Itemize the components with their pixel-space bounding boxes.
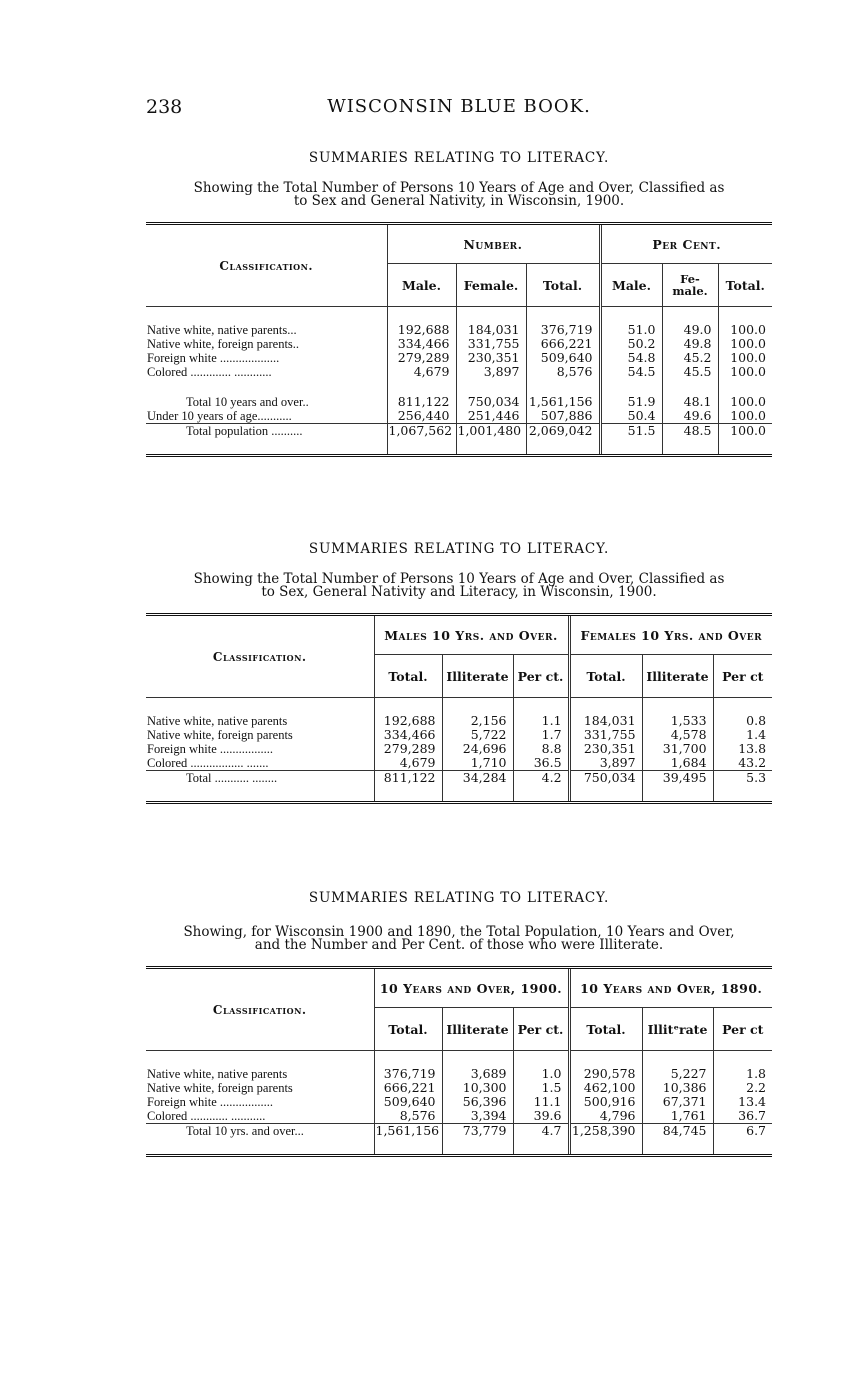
cell-value: 36.5 (513, 756, 569, 771)
cell-value: 10,300 (442, 1081, 513, 1095)
cell-value: 43.2 (713, 756, 772, 771)
cell-value: 2,156 (442, 714, 513, 728)
running-title: WISCONSIN BLUE BOOK. (327, 96, 591, 117)
cell-value: 8,576 (526, 365, 600, 379)
cell-value: 811,122 (374, 771, 442, 786)
row-label: Colored ............ ........... (147, 1109, 266, 1123)
cell-value: 509,640 (526, 351, 600, 365)
table-row (146, 714, 772, 728)
table-row (146, 323, 772, 337)
cell-value: 230,351 (456, 351, 526, 365)
cell-value: 1.0 (513, 1067, 569, 1081)
cell-value: 67,371 (642, 1095, 713, 1109)
header-males-percent: Per ct. (513, 655, 569, 698)
row-label: Foreign white ................... (147, 351, 280, 365)
sex-nativity-table (146, 222, 772, 457)
cell-value: 48.1 (662, 395, 718, 409)
cell-value: 1.4 (713, 728, 772, 742)
cell-value: 1,533 (642, 714, 713, 728)
cell-value: 10,386 (642, 1081, 713, 1095)
description-line-2: to Sex, General Nativity and Literacy, in Wisconsin, 1900. (261, 584, 657, 600)
cell-value: 100.0 (718, 424, 772, 439)
cell-value: 1,710 (442, 756, 513, 771)
cell-value: 331,755 (456, 337, 526, 351)
cell-value: 1.5 (513, 1081, 569, 1095)
header-females-illiterate: Illiterate (642, 655, 713, 698)
cell-value: 51.0 (600, 323, 662, 337)
header-1890-group: 10 Years and Over, 1890. (569, 969, 772, 1008)
row-label: Total ........... ........ (146, 771, 374, 786)
header-classification: Classification. (146, 616, 374, 698)
cell-value: 1,561,156 (526, 395, 600, 409)
cell-value: 51.9 (600, 395, 662, 409)
table-row (146, 1081, 772, 1095)
cell-value: 1,561,156 (374, 1124, 442, 1139)
row-label: Native white, foreign parents (147, 1081, 293, 1095)
cell-value: 4,796 (569, 1109, 642, 1124)
header-1890-percent: Per ct (713, 1008, 772, 1051)
literacy-summary-1 (146, 150, 772, 457)
cell-value: 4.7 (513, 1124, 569, 1139)
cell-value: 5,722 (442, 728, 513, 742)
section-title: SUMMARIES RELATING TO LITERACY. (308, 541, 610, 557)
description-line-1: Showing the Total Number of Persons 10 Years of Age and Over, Classified as (193, 180, 725, 196)
cell-value: 100.0 (718, 395, 772, 409)
cell-value: 184,031 (456, 323, 526, 337)
row-label: Colored ................. ....... (147, 756, 269, 770)
cell-value: 462,100 (569, 1081, 642, 1095)
cell-value: 2,069,042 (526, 424, 600, 439)
section-description (146, 926, 772, 952)
cell-value: 1.7 (513, 728, 569, 742)
header-classification: Classification. (146, 225, 387, 307)
table-row (146, 1095, 772, 1109)
cell-value: 100.0 (718, 351, 772, 365)
table-row (146, 742, 772, 756)
cell-value: 11.1 (513, 1095, 569, 1109)
cell-value: 1.8 (713, 1067, 772, 1081)
cell-value: 36.7 (713, 1109, 772, 1124)
cell-value: 666,221 (374, 1081, 442, 1095)
header-male: Male. (387, 264, 456, 307)
cell-value: 750,034 (456, 395, 526, 409)
cell-value: 1,684 (642, 756, 713, 771)
cell-value: 51.5 (600, 424, 662, 439)
cell-value: 3,897 (569, 756, 642, 771)
row-label: Native white, native parents (147, 1067, 288, 1081)
cell-value: 666,221 (526, 337, 600, 351)
cell-value: 334,466 (374, 728, 442, 742)
cell-value: 73,779 (442, 1124, 513, 1139)
section-title: SUMMARIES RELATING TO LITERACY. (308, 890, 610, 906)
cell-value: 331,755 (569, 728, 642, 742)
table-row (146, 365, 772, 379)
table-row (146, 1067, 772, 1081)
header-total: Total. (526, 264, 600, 307)
cell-value: 750,034 (569, 771, 642, 786)
row-label: Total 10 yrs. and over... (146, 1124, 374, 1139)
table-row (146, 409, 772, 424)
cell-value: 1,258,390 (569, 1124, 642, 1139)
cell-value: 48.5 (662, 424, 718, 439)
cell-value: 811,122 (387, 395, 456, 409)
cell-value: 507,886 (526, 409, 600, 424)
cell-value: 334,466 (387, 337, 456, 351)
cell-value: 5.3 (713, 771, 772, 786)
table-row (146, 771, 772, 786)
header-1890-illiterate: Illitᵉrate (642, 1008, 713, 1051)
table-row (146, 756, 772, 771)
cell-value: 3,689 (442, 1067, 513, 1081)
cell-value: 49.6 (662, 409, 718, 424)
cell-value: 230,351 (569, 742, 642, 756)
cell-value: 50.4 (600, 409, 662, 424)
table-row (146, 395, 772, 409)
header-number-group: Number. (387, 225, 600, 264)
cell-value: 39.6 (513, 1109, 569, 1124)
literacy-1900-1890-table (146, 966, 772, 1157)
description-line-1: Showing, for Wisconsin 1900 and 1890, the Total Population, 10 Years and Over, (183, 924, 735, 940)
cell-value: 5,227 (642, 1067, 713, 1081)
cell-value: 376,719 (374, 1067, 442, 1081)
header-percent-total: Total. (718, 264, 772, 307)
header-classification: Classification. (146, 969, 374, 1051)
cell-value: 500,916 (569, 1095, 642, 1109)
cell-value: 376,719 (526, 323, 600, 337)
table-row (146, 728, 772, 742)
description-line-2: to Sex and General Nativity, in Wisconsin, 1900. (293, 193, 625, 209)
cell-value: 56,396 (442, 1095, 513, 1109)
section-description (146, 182, 772, 208)
cell-value: 4.2 (513, 771, 569, 786)
table-row (146, 424, 772, 439)
header-males-illiterate: Illiterate (442, 655, 513, 698)
cell-value: 2.2 (713, 1081, 772, 1095)
cell-value: 54.5 (600, 365, 662, 379)
row-label: Colored ............. ............ (147, 365, 272, 379)
cell-value: 84,745 (642, 1124, 713, 1139)
cell-value: 509,640 (374, 1095, 442, 1109)
cell-value: 1,067,562 (387, 424, 456, 439)
cell-value: 100.0 (718, 323, 772, 337)
table-row (146, 1109, 772, 1124)
cell-value: 34,284 (442, 771, 513, 786)
cell-value: 1,001,480 (456, 424, 526, 439)
cell-value: 39,495 (642, 771, 713, 786)
cell-value: 100.0 (718, 337, 772, 351)
row-label: Total 10 years and over.. (186, 395, 309, 409)
cell-value: 8,576 (374, 1109, 442, 1124)
cell-value: 184,031 (569, 714, 642, 728)
cell-value: 3,897 (456, 365, 526, 379)
cell-value: 251,446 (456, 409, 526, 424)
cell-value: 4,578 (642, 728, 713, 742)
cell-value: 45.5 (662, 365, 718, 379)
header-female: Female. (456, 264, 526, 307)
row-label: Foreign white ................. (147, 1095, 274, 1109)
row-label: Native white, foreign parents.. (147, 337, 300, 351)
table-row (146, 337, 772, 351)
header-males-group: Males 10 Yrs. and Over. (374, 616, 569, 655)
page-header (146, 96, 772, 122)
section-title: SUMMARIES RELATING TO LITERACY. (308, 150, 610, 166)
cell-value: 1.1 (513, 714, 569, 728)
header-1900-illiterate: Illiterate (442, 1008, 513, 1051)
cell-value: 50.2 (600, 337, 662, 351)
header-percent-male: Male. (600, 264, 662, 307)
table-row (146, 1124, 772, 1139)
cell-value: 279,289 (374, 742, 442, 756)
row-label: Native white, foreign parents (147, 728, 293, 742)
cell-value: 54.8 (600, 351, 662, 365)
header-males-total: Total. (374, 655, 442, 698)
cell-value: 192,688 (374, 714, 442, 728)
literacy-summary-3 (146, 890, 772, 1157)
header-females-total: Total. (569, 655, 642, 698)
cell-value: 4,679 (387, 365, 456, 379)
header-percent-female: Fe-male. (662, 264, 718, 307)
header-1890-total: Total. (569, 1008, 642, 1051)
cell-value: 290,578 (569, 1067, 642, 1081)
cell-value: 1,761 (642, 1109, 713, 1124)
description-line-1: Showing the Total Number of Persons 10 Years of Age and Over, Classified as (193, 571, 725, 587)
cell-value: 100.0 (718, 409, 772, 424)
row-label: Native white, native parents... (147, 323, 297, 337)
cell-value: 4,679 (374, 756, 442, 771)
page-number: 238 (146, 96, 183, 118)
cell-value: 31,700 (642, 742, 713, 756)
cell-value: 49.0 (662, 323, 718, 337)
literacy-by-sex-table (146, 613, 772, 804)
cell-value: 279,289 (387, 351, 456, 365)
cell-value: 6.7 (713, 1124, 772, 1139)
cell-value: 13.8 (713, 742, 772, 756)
header-females-percent: Per ct (713, 655, 772, 698)
cell-value: 13.4 (713, 1095, 772, 1109)
header-1900-percent: Per ct. (513, 1008, 569, 1051)
literacy-summary-2 (146, 541, 772, 804)
header-1900-total: Total. (374, 1008, 442, 1051)
cell-value: 256,440 (387, 409, 456, 424)
row-label: Under 10 years of age........... (147, 409, 292, 423)
cell-value: 100.0 (718, 365, 772, 379)
row-label: Foreign white ................. (147, 742, 274, 756)
cell-value: 24,696 (442, 742, 513, 756)
cell-value: 3,394 (442, 1109, 513, 1124)
table-row (146, 351, 772, 365)
description-line-2: and the Number and Per Cent. of those who were Illiterate. (254, 937, 664, 953)
header-1900-group: 10 Years and Over, 1900. (374, 969, 569, 1008)
cell-value: 45.2 (662, 351, 718, 365)
row-label: Native white, native parents (147, 714, 288, 728)
cell-value: 49.8 (662, 337, 718, 351)
cell-value: 0.8 (713, 714, 772, 728)
row-label: Total population .......... (146, 424, 387, 439)
section-description (146, 573, 772, 599)
cell-value: 8.8 (513, 742, 569, 756)
header-females-group: Females 10 Yrs. and Over (569, 616, 772, 655)
cell-value: 192,688 (387, 323, 456, 337)
header-percent-group: Per Cent. (600, 225, 772, 264)
